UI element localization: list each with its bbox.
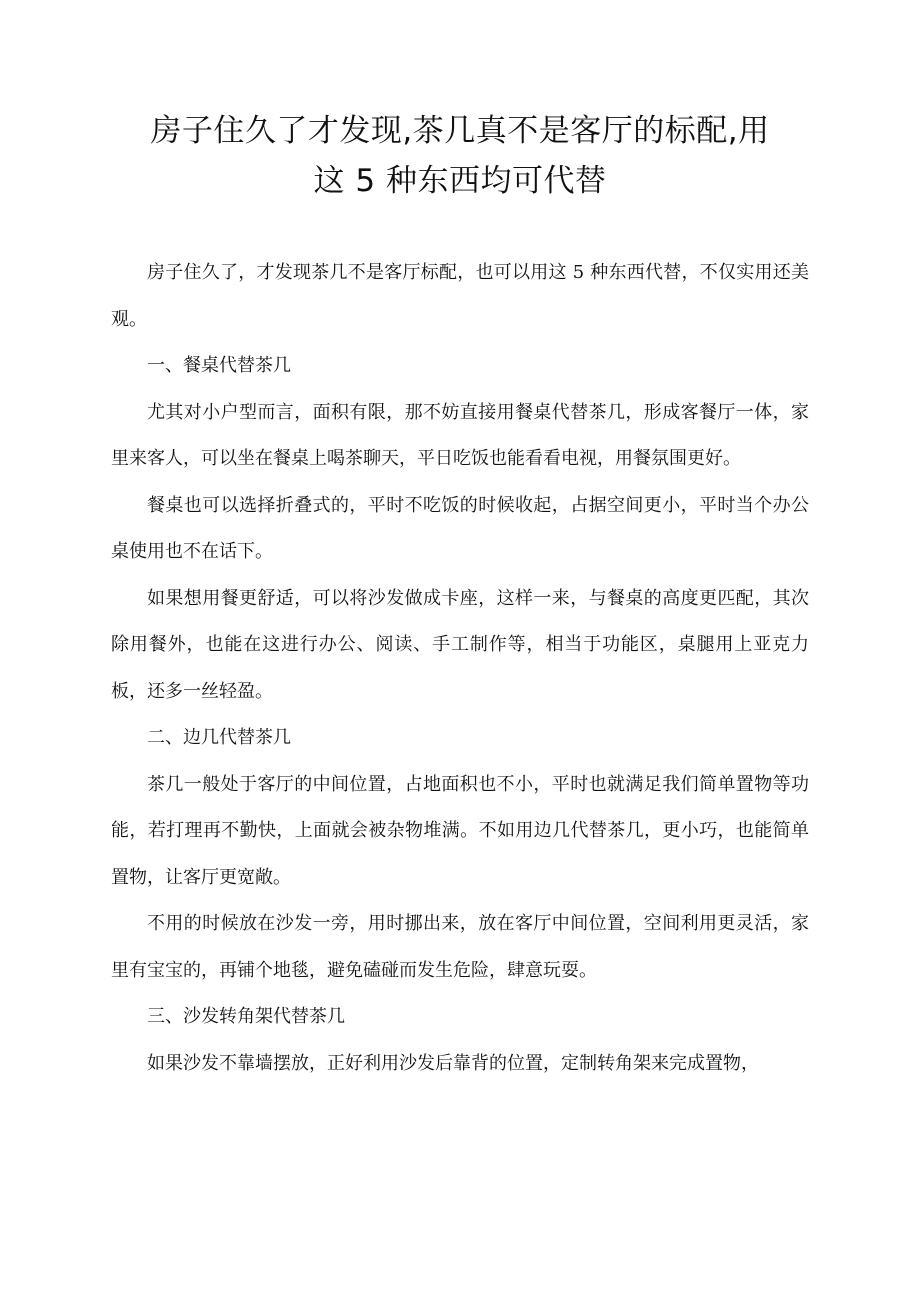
- body-paragraph: 尤其对小户型而言，面积有限，那不妨直接用餐桌代替茶几，形成客餐厅一体，家里来客人，可以坐在餐桌上喝茶聊天，平日吃饭也能看看电视，用餐氛围更好。: [111, 401, 809, 469]
- document-title: [100, 106, 820, 206]
- title-line-2: 这 5 种东西均可代替: [313, 163, 607, 199]
- body-paragraph: 餐桌也可以选择折叠式的，平时不吃饭的时候收起，占据空间更小，平时当个办公桌使用也不在话下。: [111, 494, 809, 562]
- title-line-1: 房子住久了才发现,茶几真不是客厅的标配,用: [150, 113, 770, 149]
- body-paragraph: 不用的时候放在沙发一旁，用时挪出来，放在客厅中间位置，空间利用更灵活，家里有宝宝的，再铺个地毯，避免磕碰而发生危险，肆意玩耍。: [111, 913, 809, 981]
- body-paragraph: 如果想用餐更舒适，可以将沙发做成卡座，这样一来，与餐桌的高度更匹配，其次除用餐外，也能在这进行办公、阅读、手工制作等，相当于功能区，桌腿用上亚克力板，还多一丝轻盈。: [111, 587, 809, 702]
- section-heading-side-table: 二、边几代替茶几: [147, 727, 291, 748]
- section-heading-sofa-corner-shelf: 三、沙发转角架代替茶几: [147, 1006, 345, 1027]
- body-paragraph: 如果沙发不靠墙摆放，正好利用沙发后靠背的位置，定制转角架来完成置物，: [147, 1052, 759, 1074]
- intro-paragraph: 房子住久了，才发现茶几不是客厅标配，也可以用这 5 种东西代替，不仅实用还美观。: [111, 262, 809, 330]
- article-body: [111, 250, 809, 1087]
- body-paragraph: 茶几一般处于客厅的中间位置，占地面积也不小，平时也就满足我们简单置物等功能，若打理再不勤快，上面就会被杂物堆满。不如用边几代替茶几，更小巧，也能简单置物，让客厅更宽敞。: [111, 773, 809, 888]
- section-heading-dining-table: 一、餐桌代替茶几: [147, 355, 291, 376]
